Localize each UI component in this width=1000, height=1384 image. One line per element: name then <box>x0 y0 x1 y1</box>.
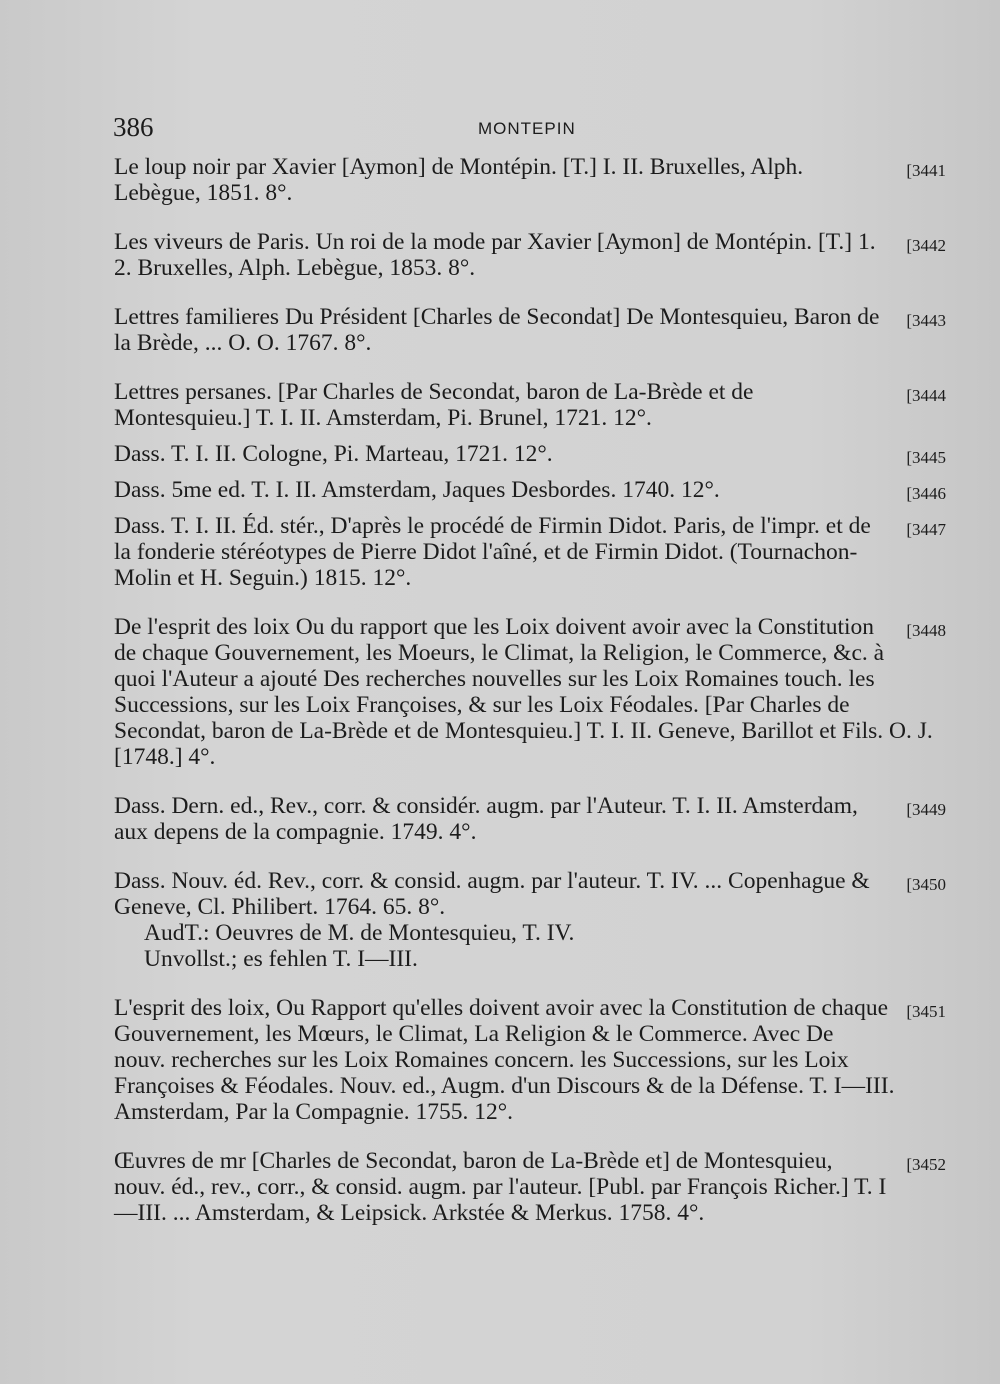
bibliography-entries <box>114 154 946 1249</box>
entry-text: Les viveurs de Paris. Un roi de la mode par Xavier [Aymon] de Montépin. [T.] 1. 2. Bruxelles, Alph. Lebègue, 1853. 8°. <box>114 229 876 281</box>
entry-3441 <box>114 154 946 206</box>
page-header <box>0 112 1000 142</box>
entry-3444 <box>114 379 946 431</box>
entry-note: AudT.: Oeuvres de M. de Montesquieu, T. IV. <box>144 920 575 946</box>
entry-number: [3446 <box>906 484 946 503</box>
entry-3450 <box>114 868 946 972</box>
entry-text: Dass. T. I. II. Cologne, Pi. Marteau, 1721. 12°. <box>114 441 553 467</box>
entry-text: Dass. T. I. II. Éd. stér., D'après le procédé de Firmin Didot. Paris, de l'impr. et de la fonderie stéréotypes de Pierre Didot l'aîné, et de Firmin Didot. (Tournachon-Molin et H. Seguin.) 1815. 12°. <box>114 513 871 591</box>
running-title: MONTEPIN <box>478 119 576 138</box>
entry-3448 <box>114 614 946 770</box>
entry-number: [3448 <box>906 621 946 640</box>
entry-text: Dass. 5me ed. T. I. II. Amsterdam, Jaques Desbordes. 1740. 12°. <box>114 477 720 503</box>
entry-3449 <box>114 793 946 845</box>
entry-number: [3449 <box>906 800 946 819</box>
entry-3445 <box>114 441 946 467</box>
entry-number: [3443 <box>906 311 946 330</box>
entry-text: Lettres persanes. [Par Charles de Secondat, baron de La-Brède et de Montesquieu.] T. I. II. Amsterdam, Pi. Brunel, 1721. 12°. <box>114 379 754 431</box>
entry-number: [3442 <box>906 236 946 255</box>
entry-text: L'esprit des loix, Ou Rapport qu'elles doivent avoir avec la Constitution de chaque Gouvernement, les Mœurs, le Climat, La Religion & le Commerce. Avec De nouv. recherches sur les Loix Romaines concern. les Successions, sur les Loix Françoises & Féodales. Nouv. ed., Augm. d'un Discours & de la Défense. T. I—III. Amsterdam, Par la Compagnie. 1755. 12°. <box>114 995 895 1125</box>
entry-note: Unvollst.; es fehlen T. I—III. <box>144 946 418 972</box>
entry-number: [3444 <box>906 386 946 405</box>
entry-3443 <box>114 304 946 356</box>
entry-3452 <box>114 1148 946 1226</box>
entry-number: [3452 <box>906 1155 946 1174</box>
entry-3446 <box>114 477 946 503</box>
page-number: 386 <box>113 112 154 142</box>
entry-number: [3451 <box>906 1002 946 1021</box>
entry-3451 <box>114 995 946 1125</box>
entry-number: [3441 <box>906 161 946 180</box>
entry-text: Lettres familieres Du Président [Charles de Secondat] De Montesquieu, Baron de la Brède, ... O. O. 1767. 8°. <box>114 304 880 356</box>
entry-3442 <box>114 229 946 281</box>
entry-text: Le loup noir par Xavier [Aymon] de Montépin. [T.] I. II. Bruxelles, Alph. Lebègue, 1851. 8°. <box>114 154 804 206</box>
entry-3447 <box>114 513 946 591</box>
entry-number: [3450 <box>906 875 946 894</box>
entry-text: Œuvres de mr [Charles de Secondat, baron de La-Brède et] de Montesquieu, nouv. éd., rev., corr., & consid. augm. par l'auteur. [Publ. par François Richer.] T. I—III. ... Amsterdam, & Leipsick. Arkstée & Merkus. 1758. 4°. <box>114 1148 887 1226</box>
entry-text: Dass. Dern. ed., Rev., corr. & considér. augm. par l'Auteur. T. I. II. Amsterdam, aux depens de la compagnie. 1749. 4°. <box>114 793 858 845</box>
entry-number: [3445 <box>906 448 946 467</box>
entry-text: Dass. Nouv. éd. Rev., corr. & consid. augm. par l'auteur. T. IV. ... Copenhague & Geneve, Cl. Philibert. 1764. 65. 8°. <box>114 868 870 920</box>
entry-number: [3447 <box>906 520 946 539</box>
entry-text: De l'esprit des loix Ou du rapport que les Loix doivent avoir avec la Constitution de chaque Gouvernement, les Moeurs, le Climat, la Religion, le Commerce, &c. à quoi l'Auteur a ajouté Des recherches nouvelles sur les Loix Romaines touch. les Successions, sur les Loix Françoises, & sur les Loix Féodales. [Par Charles de Secondat, baron de La-Brède et de Montesquieu.] T. I. II. Geneve, Barillot et Fils. O. J. [1748.] 4°. <box>114 614 933 770</box>
